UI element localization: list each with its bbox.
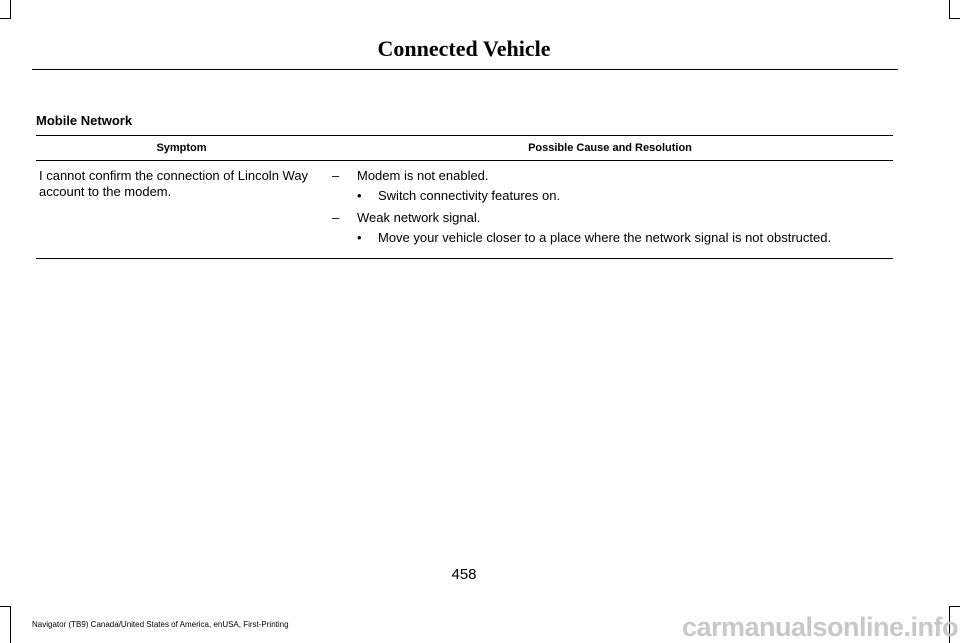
cause-cell <box>327 161 893 259</box>
resolution-text: Switch connectivity features on. <box>378 188 561 203</box>
watermark-logo: carmanualsonline.info <box>681 612 958 642</box>
bullet-marker: • <box>357 188 362 203</box>
crop-mark-bottom-right-h <box>949 606 960 607</box>
dash-marker: – <box>332 210 340 225</box>
crop-mark-top-right-h <box>949 18 960 19</box>
resolution-text: Move your vehicle closer to a place where the network signal is not obstructed. <box>378 230 832 245</box>
resolution-item <box>330 230 889 246</box>
table-row <box>36 161 893 259</box>
cause-text: Weak network signal. <box>357 210 481 225</box>
cause-text: Modem is not enabled. <box>357 168 489 183</box>
publication-footer: Navigator (TB9) Canada/United States of America, enUSA, First-Printing <box>32 620 289 629</box>
table-header-row <box>36 136 893 161</box>
crop-mark-top-left-h <box>0 18 11 19</box>
crop-mark-top-left-v <box>10 0 11 18</box>
crop-mark-bottom-left-h <box>0 606 11 607</box>
symptom-cell: I cannot confirm the connection of Lincoln Way account to the modem. <box>36 161 327 259</box>
column-header-cause: Possible Cause and Resolution <box>327 136 893 161</box>
cause-item <box>330 168 889 184</box>
page-header-title: Connected Vehicle <box>377 36 551 61</box>
troubleshooting-table <box>36 135 893 259</box>
column-header-symptom: Symptom <box>36 136 327 161</box>
cause-item <box>330 210 889 226</box>
crop-mark-top-right-v <box>949 0 950 18</box>
resolution-item <box>330 188 889 204</box>
section-title: Mobile Network <box>36 113 133 128</box>
dash-marker: – <box>332 168 340 183</box>
page-number: 458 <box>451 566 477 583</box>
header-divider <box>32 69 898 70</box>
bullet-marker: • <box>357 230 362 245</box>
crop-mark-bottom-left-v <box>10 606 11 643</box>
